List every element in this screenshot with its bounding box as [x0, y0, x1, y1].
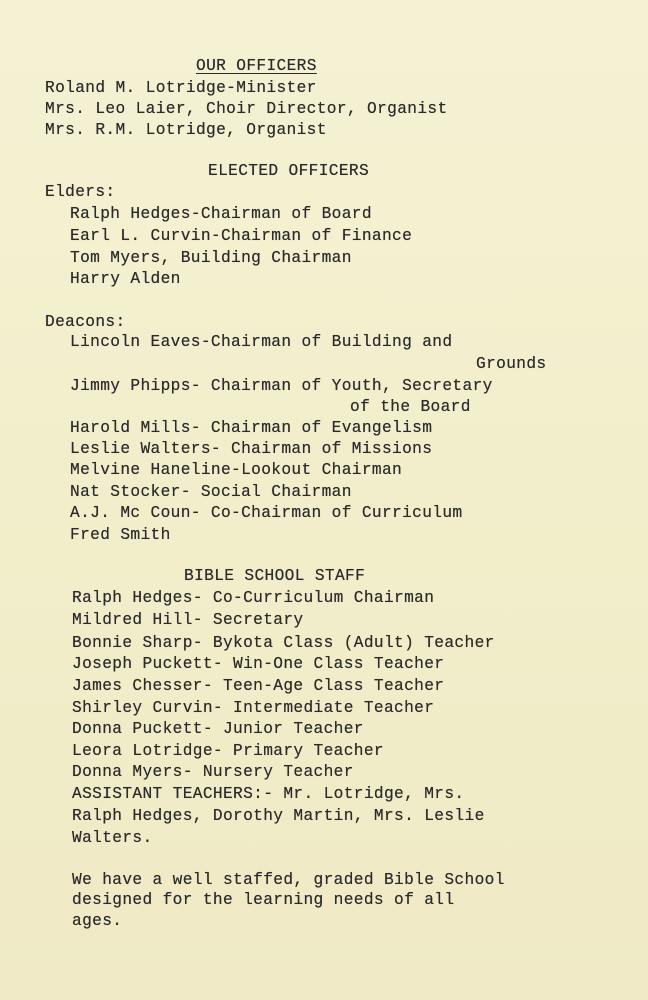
closing-line: ages. — [72, 912, 123, 930]
staff-line: ASSISTANT TEACHERS:- Mr. Lotridge, Mrs. — [72, 785, 465, 803]
staff-line: Walters. — [72, 829, 153, 847]
deacon-line: Grounds — [476, 355, 547, 373]
deacon-line: Melvine Haneline-Lookout Chairman — [70, 461, 403, 479]
staff-line: James Chesser- Teen-Age Class Teacher — [72, 677, 445, 695]
elder-line: Ralph Hedges-Chairman of Board — [70, 205, 372, 223]
staff-line: Donna Puckett- Junior Teacher — [72, 720, 364, 738]
deacon-line: Fred Smith — [70, 526, 171, 544]
deacon-line: of the Board — [350, 398, 471, 416]
staff-line: Joseph Puckett- Win-One Class Teacher — [72, 655, 445, 673]
officer-line: Mrs. R.M. Lotridge, Organist — [45, 121, 327, 139]
staff-line: Ralph Hedges, Dorothy Martin, Mrs. Leslie — [72, 807, 485, 825]
elder-line: Earl L. Curvin-Chairman of Finance — [70, 227, 413, 245]
staff-line: Donna Myers- Nursery Teacher — [72, 763, 354, 781]
deacon-line: A.J. Mc Coun- Co-Chairman of Curriculum — [70, 504, 463, 522]
officer-line: Roland M. Lotridge-Minister — [45, 79, 317, 97]
deacon-line: Nat Stocker- Social Chairman — [70, 483, 352, 501]
closing-line: designed for the learning needs of all — [72, 891, 455, 909]
staff-line: Shirley Curvin- Intermediate Teacher — [72, 699, 435, 717]
staff-line: Leora Lotridge- Primary Teacher — [72, 742, 384, 760]
deacon-line: Leslie Walters- Chairman of Missions — [70, 440, 433, 458]
elder-line: Tom Myers, Building Chairman — [70, 249, 352, 267]
deacons-label: Deacons: — [45, 313, 126, 331]
bible-school-heading: BIBLE SCHOOL STAFF — [184, 567, 366, 585]
staff-line: Ralph Hedges- Co-Curriculum Chairman — [72, 589, 435, 607]
deacon-line: Jimmy Phipps- Chairman of Youth, Secretary — [70, 377, 493, 395]
officer-line: Mrs. Leo Laier, Choir Director, Organist — [45, 100, 448, 118]
staff-line: Bonnie Sharp- Bykota Class (Adult) Teacher — [72, 634, 495, 652]
elected-heading: ELECTED OFFICERS — [208, 162, 370, 180]
elder-line: Harry Alden — [70, 270, 181, 288]
elders-label: Elders: — [45, 183, 116, 201]
deacon-line: Lincoln Eaves-Chairman of Building and — [70, 333, 453, 351]
staff-line: Mildred Hill- Secretary — [72, 611, 304, 629]
officers-heading: OUR OFFICERS — [196, 57, 317, 75]
closing-line: We have a well staffed, graded Bible School — [72, 871, 505, 889]
deacon-line: Harold Mills- Chairman of Evangelism — [70, 419, 433, 437]
